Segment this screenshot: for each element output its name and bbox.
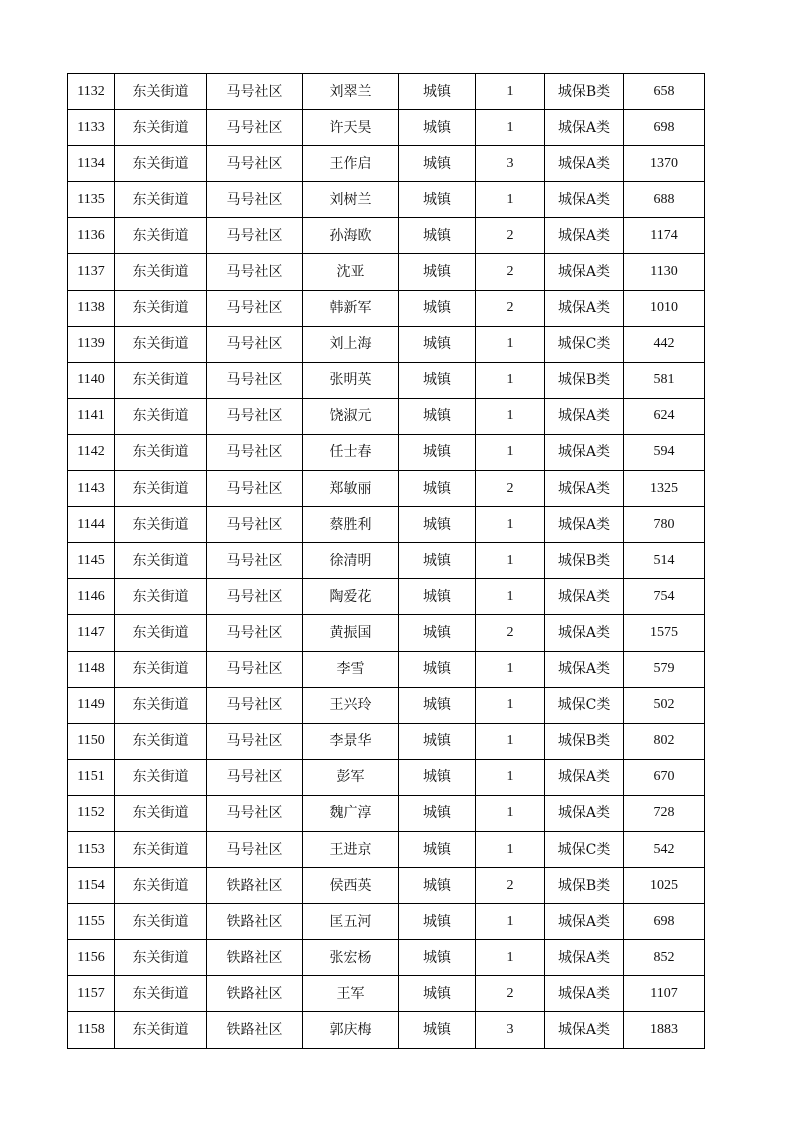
community-cell: 马号社区 — [207, 218, 303, 254]
table-row — [68, 362, 705, 398]
serial-number-cell: 1140 — [68, 362, 115, 398]
insurance-category-cell: 城保A类 — [545, 651, 624, 687]
area-type-cell: 城镇 — [399, 146, 476, 182]
amount-cell: 1010 — [624, 290, 705, 326]
serial-number-cell: 1141 — [68, 398, 115, 434]
serial-number-cell: 1135 — [68, 182, 115, 218]
street-cell: 东关街道 — [115, 868, 207, 904]
serial-number-cell: 1150 — [68, 723, 115, 759]
amount-cell: 542 — [624, 831, 705, 867]
street-cell: 东关街道 — [115, 759, 207, 795]
street-cell: 东关街道 — [115, 254, 207, 290]
table-row — [68, 687, 705, 723]
table-row — [68, 651, 705, 687]
street-cell: 东关街道 — [115, 1012, 207, 1048]
community-cell: 铁路社区 — [207, 868, 303, 904]
amount-cell: 514 — [624, 543, 705, 579]
household-size-cell: 1 — [476, 326, 545, 362]
household-size-cell: 2 — [476, 218, 545, 254]
table-row — [68, 868, 705, 904]
amount-cell: 1575 — [624, 615, 705, 651]
household-size-cell: 1 — [476, 74, 545, 110]
amount-cell: 688 — [624, 182, 705, 218]
person-name-cell: 王进京 — [303, 831, 399, 867]
person-name-cell: 王军 — [303, 976, 399, 1012]
person-name-cell: 李雪 — [303, 651, 399, 687]
street-cell: 东关街道 — [115, 579, 207, 615]
area-type-cell: 城镇 — [399, 687, 476, 723]
insurance-category-cell: 城保A类 — [545, 290, 624, 326]
area-type-cell: 城镇 — [399, 868, 476, 904]
street-cell: 东关街道 — [115, 976, 207, 1012]
amount-cell: 594 — [624, 434, 705, 470]
serial-number-cell: 1149 — [68, 687, 115, 723]
insurance-category-cell: 城保A类 — [545, 795, 624, 831]
table-row — [68, 434, 705, 470]
insurance-category-cell: 城保A类 — [545, 146, 624, 182]
area-type-cell: 城镇 — [399, 218, 476, 254]
area-type-cell: 城镇 — [399, 976, 476, 1012]
street-cell: 东关街道 — [115, 723, 207, 759]
street-cell: 东关街道 — [115, 507, 207, 543]
insurance-category-cell: 城保A类 — [545, 398, 624, 434]
insurance-category-cell: 城保A类 — [545, 940, 624, 976]
table-row — [68, 940, 705, 976]
amount-cell: 754 — [624, 579, 705, 615]
amount-cell: 1174 — [624, 218, 705, 254]
area-type-cell: 城镇 — [399, 940, 476, 976]
area-type-cell: 城镇 — [399, 507, 476, 543]
serial-number-cell: 1136 — [68, 218, 115, 254]
street-cell: 东关街道 — [115, 290, 207, 326]
roster-body — [68, 74, 705, 1049]
insurance-category-cell: 城保B类 — [545, 74, 624, 110]
community-cell: 马号社区 — [207, 723, 303, 759]
household-size-cell: 3 — [476, 1012, 545, 1048]
street-cell: 东关街道 — [115, 940, 207, 976]
serial-number-cell: 1148 — [68, 651, 115, 687]
area-type-cell: 城镇 — [399, 362, 476, 398]
serial-number-cell: 1153 — [68, 831, 115, 867]
area-type-cell: 城镇 — [399, 579, 476, 615]
person-name-cell: 刘上海 — [303, 326, 399, 362]
insurance-category-cell: 城保A类 — [545, 471, 624, 507]
insurance-category-cell: 城保C类 — [545, 831, 624, 867]
insurance-category-cell: 城保A类 — [545, 615, 624, 651]
community-cell: 马号社区 — [207, 651, 303, 687]
amount-cell: 1325 — [624, 471, 705, 507]
table-row — [68, 218, 705, 254]
table-row — [68, 795, 705, 831]
community-cell: 马号社区 — [207, 507, 303, 543]
table-row — [68, 146, 705, 182]
household-size-cell: 1 — [476, 110, 545, 146]
street-cell: 东关街道 — [115, 651, 207, 687]
household-size-cell: 2 — [476, 868, 545, 904]
amount-cell: 728 — [624, 795, 705, 831]
insurance-category-cell: 城保A类 — [545, 182, 624, 218]
household-size-cell: 1 — [476, 434, 545, 470]
amount-cell: 1130 — [624, 254, 705, 290]
serial-number-cell: 1144 — [68, 507, 115, 543]
household-size-cell: 1 — [476, 759, 545, 795]
insurance-category-cell: 城保C类 — [545, 326, 624, 362]
community-cell: 铁路社区 — [207, 1012, 303, 1048]
table-row — [68, 615, 705, 651]
community-cell: 马号社区 — [207, 326, 303, 362]
area-type-cell: 城镇 — [399, 254, 476, 290]
serial-number-cell: 1132 — [68, 74, 115, 110]
serial-number-cell: 1147 — [68, 615, 115, 651]
area-type-cell: 城镇 — [399, 471, 476, 507]
area-type-cell: 城镇 — [399, 723, 476, 759]
person-name-cell: 郭庆梅 — [303, 1012, 399, 1048]
amount-cell: 624 — [624, 398, 705, 434]
street-cell: 东关街道 — [115, 362, 207, 398]
household-size-cell: 2 — [476, 254, 545, 290]
community-cell: 马号社区 — [207, 759, 303, 795]
insurance-category-cell: 城保C类 — [545, 687, 624, 723]
person-name-cell: 刘树兰 — [303, 182, 399, 218]
insurance-category-cell: 城保B类 — [545, 362, 624, 398]
person-name-cell: 蔡胜利 — [303, 507, 399, 543]
serial-number-cell: 1154 — [68, 868, 115, 904]
street-cell: 东关街道 — [115, 326, 207, 362]
community-cell: 马号社区 — [207, 543, 303, 579]
area-type-cell: 城镇 — [399, 759, 476, 795]
household-size-cell: 1 — [476, 687, 545, 723]
serial-number-cell: 1151 — [68, 759, 115, 795]
area-type-cell: 城镇 — [399, 182, 476, 218]
person-name-cell: 许天昊 — [303, 110, 399, 146]
insurance-category-cell: 城保A类 — [545, 904, 624, 940]
insurance-category-cell: 城保A类 — [545, 110, 624, 146]
street-cell: 东关街道 — [115, 795, 207, 831]
table-row — [68, 543, 705, 579]
amount-cell: 1883 — [624, 1012, 705, 1048]
area-type-cell: 城镇 — [399, 1012, 476, 1048]
household-size-cell: 2 — [476, 471, 545, 507]
community-cell: 马号社区 — [207, 615, 303, 651]
insurance-category-cell: 城保A类 — [545, 507, 624, 543]
person-name-cell: 郑敏丽 — [303, 471, 399, 507]
street-cell: 东关街道 — [115, 434, 207, 470]
table-row — [68, 326, 705, 362]
area-type-cell: 城镇 — [399, 795, 476, 831]
table-row — [68, 507, 705, 543]
community-cell: 马号社区 — [207, 290, 303, 326]
amount-cell: 658 — [624, 74, 705, 110]
serial-number-cell: 1139 — [68, 326, 115, 362]
person-name-cell: 魏广淳 — [303, 795, 399, 831]
household-size-cell: 1 — [476, 579, 545, 615]
amount-cell: 581 — [624, 362, 705, 398]
serial-number-cell: 1134 — [68, 146, 115, 182]
household-size-cell: 1 — [476, 904, 545, 940]
table-row — [68, 579, 705, 615]
community-cell: 马号社区 — [207, 182, 303, 218]
household-size-cell: 1 — [476, 940, 545, 976]
household-size-cell: 1 — [476, 362, 545, 398]
community-cell: 马号社区 — [207, 362, 303, 398]
amount-cell: 1370 — [624, 146, 705, 182]
household-size-cell: 2 — [476, 290, 545, 326]
street-cell: 东关街道 — [115, 398, 207, 434]
insurance-category-cell: 城保A类 — [545, 579, 624, 615]
serial-number-cell: 1142 — [68, 434, 115, 470]
household-size-cell: 1 — [476, 507, 545, 543]
community-cell: 马号社区 — [207, 398, 303, 434]
area-type-cell: 城镇 — [399, 74, 476, 110]
serial-number-cell: 1152 — [68, 795, 115, 831]
household-size-cell: 1 — [476, 723, 545, 759]
roster-table — [67, 73, 705, 1049]
table-row — [68, 904, 705, 940]
person-name-cell: 黄振国 — [303, 615, 399, 651]
serial-number-cell: 1137 — [68, 254, 115, 290]
street-cell: 东关街道 — [115, 146, 207, 182]
amount-cell: 698 — [624, 904, 705, 940]
street-cell: 东关街道 — [115, 110, 207, 146]
insurance-category-cell: 城保A类 — [545, 976, 624, 1012]
household-size-cell: 1 — [476, 651, 545, 687]
serial-number-cell: 1156 — [68, 940, 115, 976]
household-size-cell: 1 — [476, 795, 545, 831]
community-cell: 铁路社区 — [207, 976, 303, 1012]
serial-number-cell: 1143 — [68, 471, 115, 507]
street-cell: 东关街道 — [115, 831, 207, 867]
community-cell: 铁路社区 — [207, 904, 303, 940]
street-cell: 东关街道 — [115, 543, 207, 579]
amount-cell: 579 — [624, 651, 705, 687]
table-row — [68, 471, 705, 507]
serial-number-cell: 1155 — [68, 904, 115, 940]
table-row — [68, 831, 705, 867]
person-name-cell: 徐清明 — [303, 543, 399, 579]
street-cell: 东关街道 — [115, 471, 207, 507]
community-cell: 马号社区 — [207, 471, 303, 507]
table-row — [68, 182, 705, 218]
household-size-cell: 1 — [476, 182, 545, 218]
serial-number-cell: 1146 — [68, 579, 115, 615]
area-type-cell: 城镇 — [399, 615, 476, 651]
area-type-cell: 城镇 — [399, 110, 476, 146]
person-name-cell: 匡五河 — [303, 904, 399, 940]
person-name-cell: 李景华 — [303, 723, 399, 759]
community-cell: 铁路社区 — [207, 940, 303, 976]
community-cell: 马号社区 — [207, 110, 303, 146]
area-type-cell: 城镇 — [399, 651, 476, 687]
table-row — [68, 110, 705, 146]
household-size-cell: 2 — [476, 976, 545, 1012]
person-name-cell: 侯西英 — [303, 868, 399, 904]
insurance-category-cell: 城保A类 — [545, 759, 624, 795]
street-cell: 东关街道 — [115, 687, 207, 723]
person-name-cell: 饶淑元 — [303, 398, 399, 434]
insurance-category-cell: 城保B类 — [545, 723, 624, 759]
insurance-category-cell: 城保A类 — [545, 254, 624, 290]
amount-cell: 502 — [624, 687, 705, 723]
street-cell: 东关街道 — [115, 74, 207, 110]
household-size-cell: 1 — [476, 543, 545, 579]
table-row — [68, 254, 705, 290]
person-name-cell: 陶爱花 — [303, 579, 399, 615]
community-cell: 马号社区 — [207, 74, 303, 110]
area-type-cell: 城镇 — [399, 831, 476, 867]
table-row — [68, 398, 705, 434]
person-name-cell: 沈亚 — [303, 254, 399, 290]
person-name-cell: 张宏杨 — [303, 940, 399, 976]
serial-number-cell: 1138 — [68, 290, 115, 326]
table-row — [68, 74, 705, 110]
serial-number-cell: 1145 — [68, 543, 115, 579]
street-cell: 东关街道 — [115, 904, 207, 940]
table-row — [68, 290, 705, 326]
insurance-category-cell: 城保B类 — [545, 868, 624, 904]
serial-number-cell: 1133 — [68, 110, 115, 146]
household-size-cell: 2 — [476, 615, 545, 651]
table-row — [68, 723, 705, 759]
community-cell: 马号社区 — [207, 579, 303, 615]
amount-cell: 442 — [624, 326, 705, 362]
amount-cell: 780 — [624, 507, 705, 543]
area-type-cell: 城镇 — [399, 326, 476, 362]
household-size-cell: 1 — [476, 398, 545, 434]
insurance-category-cell: 城保A类 — [545, 218, 624, 254]
insurance-category-cell: 城保B类 — [545, 543, 624, 579]
insurance-category-cell: 城保A类 — [545, 434, 624, 470]
person-name-cell: 韩新军 — [303, 290, 399, 326]
table-row — [68, 976, 705, 1012]
street-cell: 东关街道 — [115, 615, 207, 651]
serial-number-cell: 1158 — [68, 1012, 115, 1048]
person-name-cell: 任士春 — [303, 434, 399, 470]
amount-cell: 852 — [624, 940, 705, 976]
serial-number-cell: 1157 — [68, 976, 115, 1012]
street-cell: 东关街道 — [115, 182, 207, 218]
community-cell: 马号社区 — [207, 831, 303, 867]
street-cell: 东关街道 — [115, 218, 207, 254]
household-size-cell: 1 — [476, 831, 545, 867]
area-type-cell: 城镇 — [399, 543, 476, 579]
person-name-cell: 张明英 — [303, 362, 399, 398]
community-cell: 马号社区 — [207, 687, 303, 723]
amount-cell: 802 — [624, 723, 705, 759]
area-type-cell: 城镇 — [399, 434, 476, 470]
person-name-cell: 孙海欧 — [303, 218, 399, 254]
community-cell: 马号社区 — [207, 254, 303, 290]
table-row — [68, 1012, 705, 1048]
community-cell: 马号社区 — [207, 795, 303, 831]
table-row — [68, 759, 705, 795]
person-name-cell: 彭军 — [303, 759, 399, 795]
person-name-cell: 王作启 — [303, 146, 399, 182]
area-type-cell: 城镇 — [399, 904, 476, 940]
person-name-cell: 刘翠兰 — [303, 74, 399, 110]
household-size-cell: 3 — [476, 146, 545, 182]
person-name-cell: 王兴玲 — [303, 687, 399, 723]
community-cell: 马号社区 — [207, 146, 303, 182]
insurance-category-cell: 城保A类 — [545, 1012, 624, 1048]
amount-cell: 670 — [624, 759, 705, 795]
area-type-cell: 城镇 — [399, 290, 476, 326]
community-cell: 马号社区 — [207, 434, 303, 470]
area-type-cell: 城镇 — [399, 398, 476, 434]
amount-cell: 1025 — [624, 868, 705, 904]
amount-cell: 1107 — [624, 976, 705, 1012]
amount-cell: 698 — [624, 110, 705, 146]
